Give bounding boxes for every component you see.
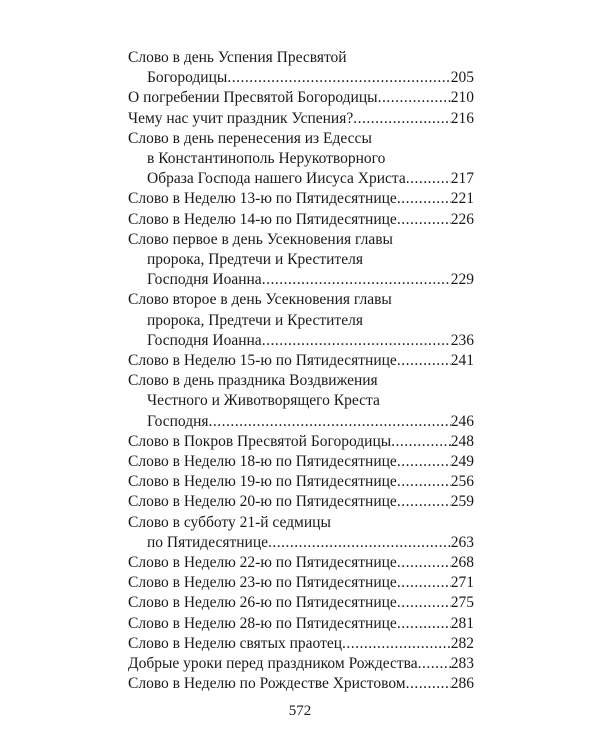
toc-entry-last-line — [128, 189, 474, 209]
toc-entry — [128, 48, 474, 88]
toc-entry-page: 229 — [450, 271, 474, 289]
toc-leader-dots — [406, 674, 451, 694]
toc-entry-last-line — [128, 593, 474, 613]
toc-leader-dots — [353, 109, 451, 129]
toc-leader-dots — [227, 68, 450, 88]
toc-entry-page: 249 — [450, 453, 474, 471]
toc-entry-last-line — [128, 432, 474, 452]
toc-leader-dots — [391, 432, 451, 452]
toc-entry-title: Слово в Неделю 23-ю по Пятидесятнице — [128, 574, 397, 592]
toc-entry-line: пророка, Предтечи и Крестителя — [147, 311, 363, 329]
toc-entry-last-line — [128, 452, 474, 472]
toc-entry-line: Слово в субботу 21-й седмицы — [128, 513, 331, 531]
toc-entry — [128, 371, 474, 432]
toc-entry-title: О погребении Пресвятой Богородицы — [128, 89, 378, 107]
toc-entry-last-line — [128, 654, 474, 674]
toc-entry-last-line — [128, 634, 474, 654]
toc-entry-last-line — [128, 553, 474, 573]
toc-entry-page: 256 — [450, 473, 474, 491]
toc-entry-page: 241 — [450, 352, 474, 370]
toc-entry-title: Слово в Неделю святых праотец — [128, 634, 343, 652]
toc-entry — [128, 452, 474, 472]
toc-leader-dots — [397, 614, 451, 634]
toc-leader-dots — [397, 492, 451, 512]
toc-entry-last-line — [128, 614, 474, 634]
toc-entry-title: Господня Иоанна — [147, 331, 262, 349]
toc-leader-dots — [397, 593, 451, 613]
toc-entry — [128, 674, 474, 694]
toc-entry-title: Слово в Неделю 14-ю по Пятидесятнице — [128, 210, 397, 228]
toc-entry-title: Образа Господа нашего Иисуса Христа — [147, 170, 406, 188]
toc-leader-dots — [262, 331, 451, 351]
toc-entry-last-line — [128, 169, 474, 189]
toc-entry-last-line — [128, 68, 474, 88]
toc-entry-title: по Пятидесятнице — [147, 533, 269, 551]
toc-entry-page: 236 — [450, 331, 474, 349]
toc-entry-last-line — [128, 573, 474, 593]
toc-entry-line: Слово в день перенесения из Едессы — [128, 129, 372, 147]
toc-entry-page: 275 — [450, 594, 474, 612]
toc-entry — [128, 129, 474, 190]
toc-entry-page: 246 — [450, 412, 474, 430]
toc-entry-line: в Константинополь Нерукотворного — [147, 150, 386, 168]
toc-entry-title: Слово в Неделю 28-ю по Пятидесятнице — [128, 614, 397, 632]
toc-leader-dots — [397, 210, 451, 230]
toc-entry — [128, 634, 474, 654]
toc-entry-line: Слово второе в день Усекновения главы — [128, 291, 392, 309]
toc-entry-title: Слово в Покров Пресвятой Богородицы — [128, 432, 392, 450]
table-of-contents — [128, 48, 474, 695]
toc-leader-dots — [262, 270, 451, 290]
toc-entry — [128, 210, 474, 230]
toc-entry-last-line — [128, 412, 474, 432]
toc-entry — [128, 351, 474, 371]
toc-entry-page: 216 — [450, 109, 474, 127]
toc-entry — [128, 432, 474, 452]
toc-entry — [128, 513, 474, 553]
toc-leader-dots — [397, 553, 451, 573]
toc-entry-line: Честного и Животворящего Креста — [147, 392, 380, 410]
toc-leader-dots — [397, 189, 451, 209]
toc-entry-last-line — [128, 472, 474, 492]
toc-leader-dots — [397, 472, 451, 492]
toc-entry-line: Слово первое в день Усекновения главы — [128, 230, 393, 248]
toc-leader-dots — [418, 654, 451, 674]
toc-leader-dots — [397, 452, 451, 472]
toc-entry — [128, 593, 474, 613]
toc-entry — [128, 654, 474, 674]
toc-entry — [128, 88, 474, 108]
toc-entry — [128, 230, 474, 291]
toc-entry-title: Добрые уроки перед праздником Рождества — [128, 655, 418, 673]
toc-entry — [128, 614, 474, 634]
toc-entry-last-line — [128, 331, 474, 351]
toc-leader-dots — [209, 412, 451, 432]
toc-entry-last-line — [128, 109, 474, 129]
toc-entry-page: 281 — [450, 614, 474, 632]
toc-entry-page: 205 — [450, 69, 474, 87]
toc-entry-line: Слово в день Успения Пресвятой — [128, 49, 347, 66]
toc-entry-page: 217 — [450, 170, 474, 188]
toc-entry-page: 226 — [450, 210, 474, 228]
toc-entry-last-line — [128, 88, 474, 108]
toc-entry — [128, 492, 474, 512]
toc-entry-title: Господня Иоанна — [147, 271, 262, 289]
toc-leader-dots — [378, 88, 451, 108]
toc-entry-title: Слово в Неделю 18-ю по Пятидесятнице — [128, 453, 397, 471]
toc-entry — [128, 109, 474, 129]
toc-entry — [128, 573, 474, 593]
toc-entry-page: 259 — [450, 493, 474, 511]
toc-entry-page: 210 — [450, 89, 474, 107]
toc-entry-last-line — [128, 351, 474, 371]
toc-entry-title: Богородицы — [147, 69, 228, 87]
toc-entry-title: Слово в Неделю по Рождестве Христовом — [128, 675, 406, 693]
toc-entry-last-line — [128, 210, 474, 230]
toc-entry-last-line — [128, 270, 474, 290]
toc-entry-title: Слово в Неделю 26-ю по Пятидесятнице — [128, 594, 397, 612]
toc-entry — [128, 553, 474, 573]
toc-leader-dots — [268, 533, 451, 553]
toc-entry-last-line — [128, 674, 474, 694]
toc-entry-page: 283 — [450, 655, 474, 673]
toc-entry-last-line — [128, 533, 474, 553]
toc-entry-page: 248 — [450, 432, 474, 450]
toc-entry-page: 286 — [450, 675, 474, 693]
toc-leader-dots — [397, 351, 451, 371]
toc-entry-last-line — [128, 492, 474, 512]
toc-entry-page: 221 — [450, 190, 474, 208]
toc-entry-title: Господня — [147, 412, 209, 430]
toc-leader-dots — [397, 573, 451, 593]
toc-entry-title: Слово в Неделю 15-ю по Пятидесятнице — [128, 352, 397, 370]
toc-entry-title: Чему нас учит праздник Успения? — [128, 109, 354, 127]
toc-entry-page: 263 — [450, 533, 474, 551]
toc-entry-title: Слово в Неделю 19-ю по Пятидесятнице — [128, 473, 397, 491]
toc-leader-dots — [406, 169, 451, 189]
toc-entry — [128, 189, 474, 209]
toc-entry-page: 268 — [450, 554, 474, 572]
toc-entry — [128, 290, 474, 351]
toc-entry-title: Слово в Неделю 13-ю по Пятидесятнице — [128, 190, 397, 208]
page-number: 572 — [288, 703, 312, 719]
toc-entry-line: пророка, Предтечи и Крестителя — [147, 251, 363, 269]
toc-entry — [128, 472, 474, 492]
toc-leader-dots — [342, 634, 451, 654]
toc-entry-line: Слово в день праздника Воздвижения — [128, 372, 378, 390]
toc-entry-page: 271 — [450, 574, 474, 592]
toc-entry-title: Слово в Неделю 22-ю по Пятидесятнице — [128, 554, 397, 572]
toc-entry-title: Слово в Неделю 20-ю по Пятидесятнице — [128, 493, 397, 511]
toc-entry-page: 282 — [450, 634, 474, 652]
